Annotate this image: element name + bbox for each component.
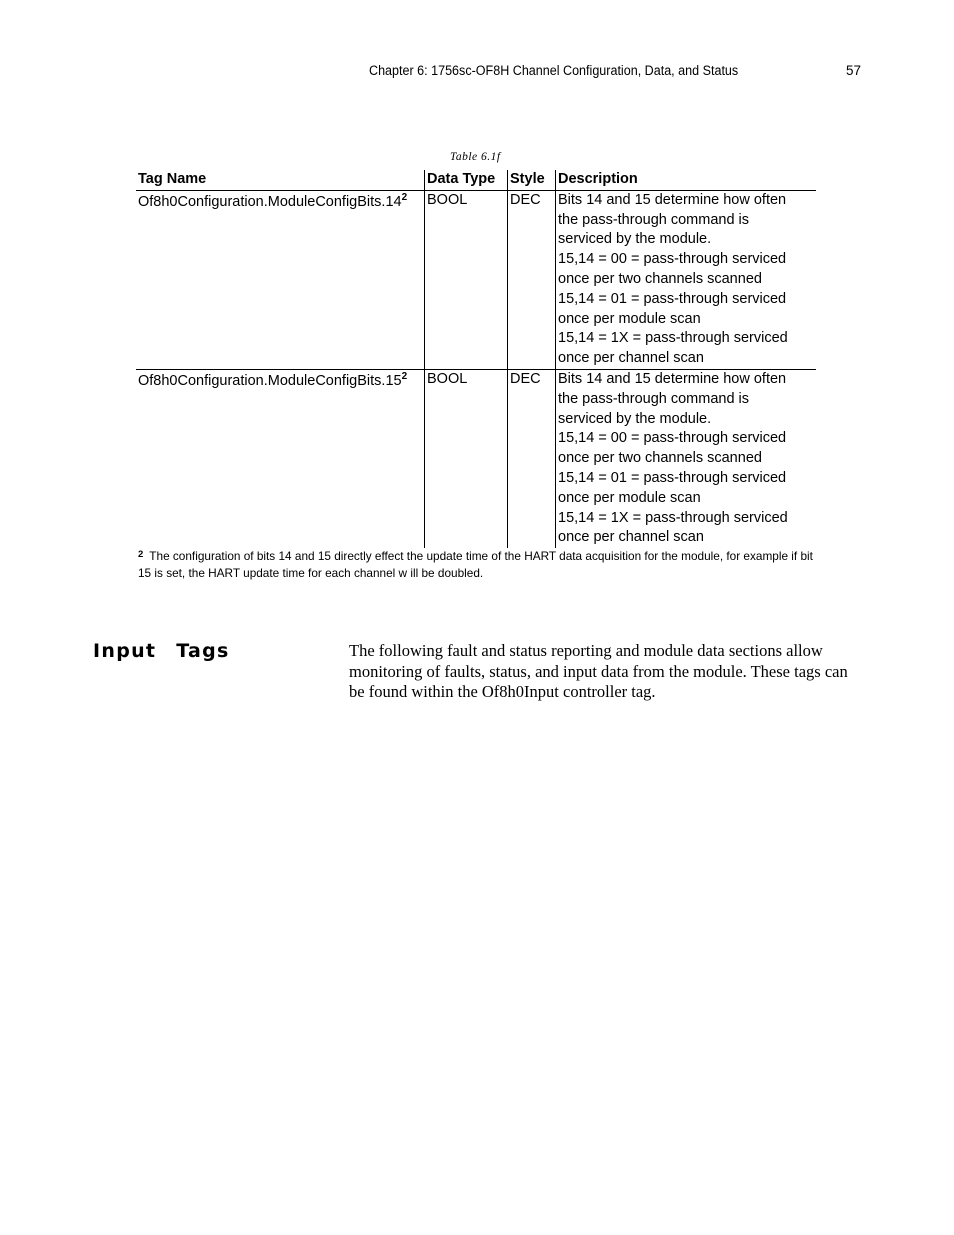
description-line: once per two channels scanned: [558, 450, 762, 467]
table-row: [136, 369, 816, 548]
description-cell: [556, 190, 817, 369]
data-type-cell: BOOL: [425, 369, 508, 548]
table-row: [136, 190, 816, 369]
description-cell: [556, 369, 817, 548]
description-line: the pass-through command is: [558, 390, 750, 407]
description-line: Bits 14 and 15 determine how often: [558, 191, 787, 208]
description-line: once per channel scan: [558, 350, 704, 367]
description-line: the pass-through command is: [558, 211, 750, 228]
column-header-tag-name: Tag Name: [136, 170, 425, 190]
column-header-style: Style: [508, 170, 556, 190]
page-header: [369, 63, 827, 81]
section-heading: Input Tags: [93, 640, 230, 662]
footnote-ref: 2: [401, 191, 408, 203]
page-number: 57: [846, 63, 862, 78]
description-line: serviced by the module.: [558, 410, 712, 427]
tag-name-cell: [136, 190, 425, 369]
description-line: once per channel scan: [558, 529, 704, 546]
column-header-data-type: Data Type: [425, 170, 508, 190]
column-header-description: Description: [556, 170, 817, 190]
table-caption: Table 6.1f: [450, 151, 501, 163]
tag-name: Of8h0Configuration.ModuleConfigBits.15: [138, 372, 402, 389]
config-bits-table: [136, 170, 816, 548]
table-header-row: [136, 170, 816, 190]
style-cell: DEC: [508, 190, 556, 369]
description-line: 15,14 = 01 = pass-through serviced: [558, 469, 787, 486]
data-type-cell: BOOL: [425, 190, 508, 369]
description-line: serviced by the module.: [558, 231, 712, 248]
description-line: once per two channels scanned: [558, 270, 762, 287]
description-line: 15,14 = 01 = pass-through serviced: [558, 290, 787, 307]
footnote-mark: 2: [138, 549, 144, 560]
description-line: once per module scan: [558, 310, 701, 327]
tag-name: Of8h0Configuration.ModuleConfigBits.14: [138, 193, 402, 210]
style-cell: DEC: [508, 369, 556, 548]
footnote-ref: 2: [401, 371, 408, 383]
tag-name-cell: [136, 369, 425, 548]
description-line: once per module scan: [558, 489, 701, 506]
description-line: 15,14 = 1X = pass-through serviced: [558, 330, 788, 347]
description-line: 15,14 = 00 = pass-through serviced: [558, 251, 787, 268]
chapter-title: Chapter 6: 1756sc-OF8H Channel Configuration, Data, and Status: [369, 63, 739, 78]
description-line: 15,14 = 1X = pass-through serviced: [558, 509, 788, 526]
footnote-text: The configuration of bits 14 and 15 directly effect the update time of the HART data acquisition for the module, for example if bit 15 is set, the HART update time for each channel w ill be doubled.: [138, 549, 813, 580]
section-body: The following fault and status reporting and module data sections allow monitoring of faults, status, and input data from the module. These tags can be found within the Of8h0Input controller tag.: [349, 641, 848, 701]
description-line: 15,14 = 00 = pass-through serviced: [558, 430, 787, 447]
description-line: Bits 14 and 15 determine how often: [558, 370, 787, 387]
table-footnote: [138, 548, 818, 582]
